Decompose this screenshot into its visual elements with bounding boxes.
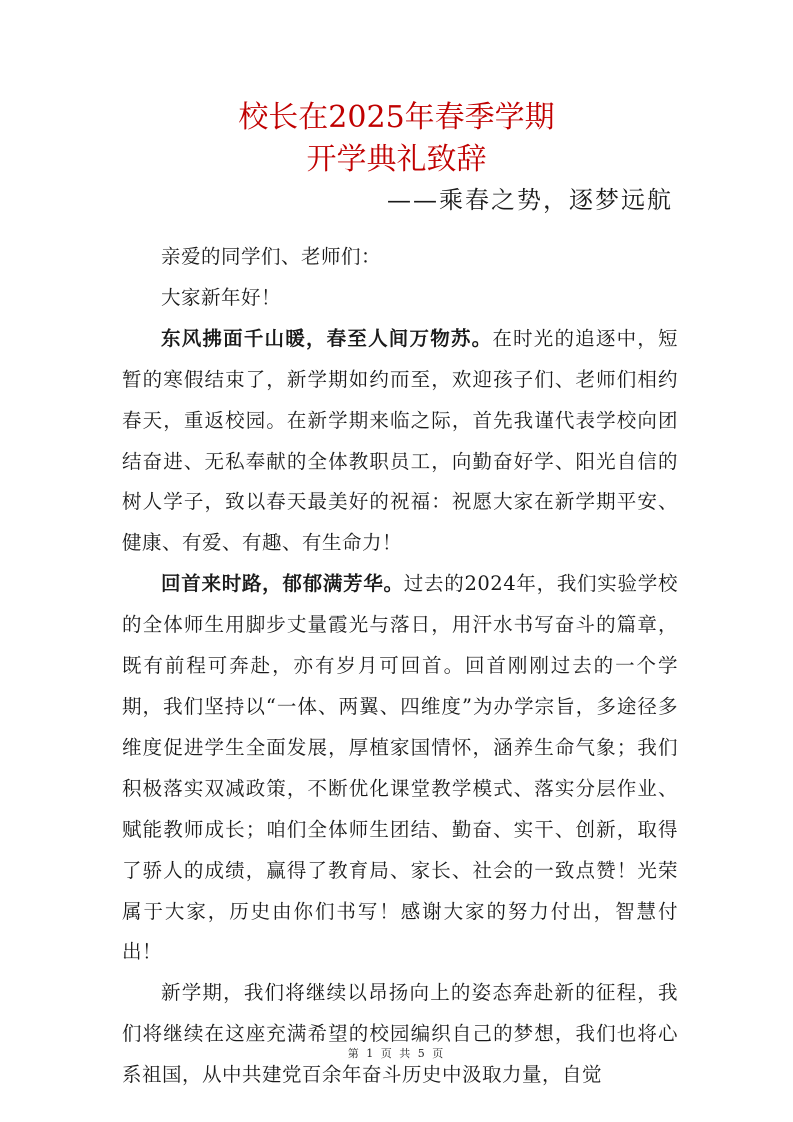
paragraph-1 — [122, 319, 678, 564]
paragraph-2-text: 过去的2024年，我们实验学校的全体师生用脚步丈量霞光与落日，用汗水书写奋斗的篇章，既有前程可奔赴，亦有岁月可回首。回首刚刚过去的一个学期，我们坚持以“一体、两翼、四维度”为办学宗旨，多途径多维度促进学生全面发展，厚植家国情怀，涵养生命气象；我们积极落实双减政策，不断优化课堂教学模式、落实分层作业、赋能教师成长；咱们全体师生团结、勤奋、实干、创新，取得了骄人的成绩，赢得了教育局、家长、社会的一致点赞！光荣属于大家，历史由你们书写！感谢大家的努力付出，智慧付出！ — [122, 572, 678, 964]
paragraph-3: 新学期，我们将继续以昂扬向上的姿态奔赴新的征程，我们将继续在这座充满希望的校园编织自己的梦想，我们也将心系祖国，从中共建党百余年奋斗历史中汲取力量，自觉 — [122, 981, 678, 1087]
page-footer: 第 1 页 共 5 页 — [347, 1047, 446, 1060]
paragraph-2-lead: 回首来时路，郁郁满芳华。 — [161, 572, 404, 596]
document-title-line-2: 开学典礼致辞 — [306, 142, 487, 177]
new-year-greeting: 大家新年好！ — [161, 285, 282, 309]
document-title-line-1: 校长在2025年春季学期 — [238, 100, 555, 135]
paragraph-1-text: 在时光的追逐中，短暂的寒假结束了，新学期如约而至，欢迎孩子们、老师们相约春天，重返校园。在新学期来临之际，首先我谨代表学校向团结奋进、无私奉献的全体教职员工，向勤奋好学、阳光自信的树人学子，致以春天最美好的祝福：祝愿大家在新学期平安、健康、有爱、有趣、有生命力！ — [122, 326, 678, 555]
paragraph-1-lead: 东风拂面千山暖，春至人间万物苏。 — [161, 326, 493, 350]
document-subtitle: ——乘春之势，逐梦远航 — [387, 186, 673, 214]
paragraph-2 — [122, 564, 678, 973]
speech-body — [122, 237, 678, 1096]
greeting: 亲爱的同学们、老师们： — [161, 245, 382, 268]
